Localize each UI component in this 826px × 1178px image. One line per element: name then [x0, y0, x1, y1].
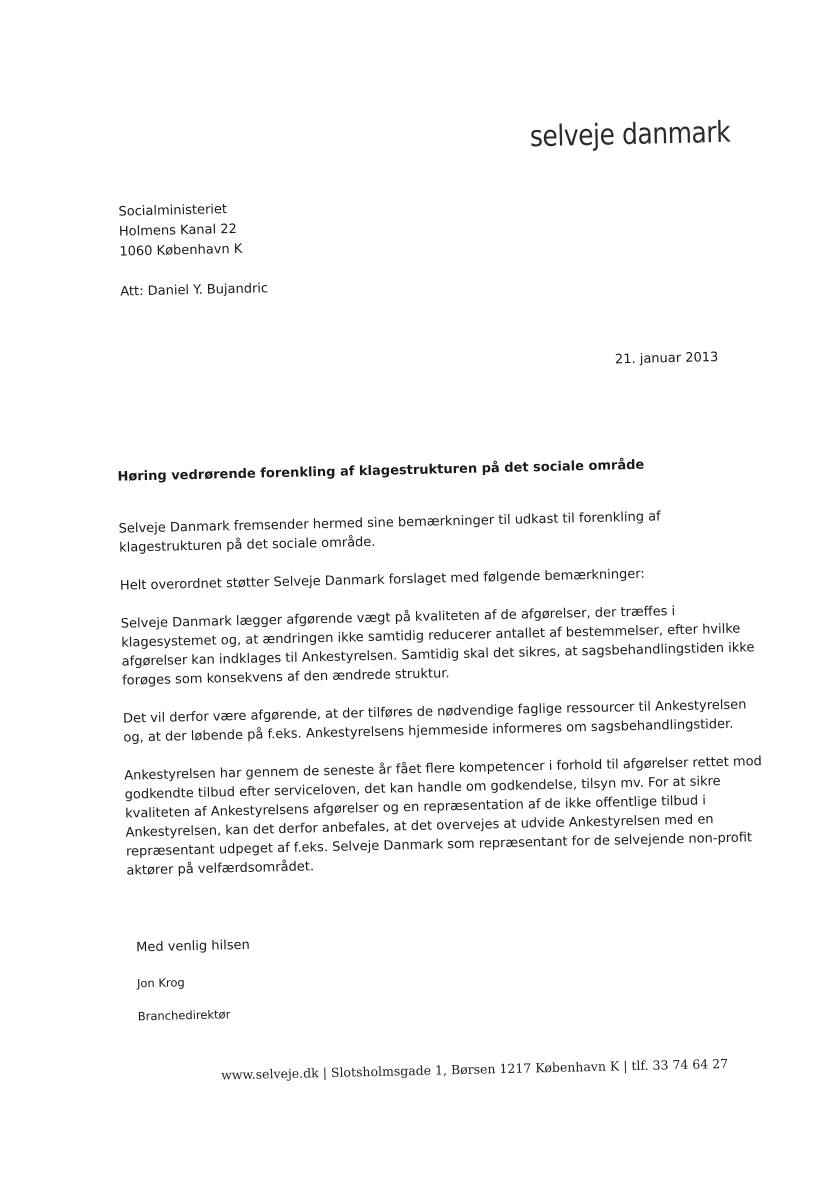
- recipient-line: Socialministeriet: [118, 202, 228, 220]
- signature-title: Branchedirektør: [137, 1007, 231, 1024]
- recipient-line: Holmens Kanal 22: [118, 221, 237, 240]
- letterhead-logo: selveje danmark: [529, 114, 731, 154]
- body-paragraph: Det vil derfor være afgørende, at der tilføres de nødvendige faglige ressourcer til Ankestyrelsen og, at der løbende på f.eks. Ankestyrelsens hjemmeside informeres om sagsbehandlingstider.: [122, 697, 747, 746]
- signature-name: Jon Krog: [136, 975, 185, 991]
- body-paragraph: Selveje Danmark fremsender hermed sine bemærkninger til udkast til forenkling af klagestrukturen på det sociale område.: [118, 509, 661, 556]
- body-paragraph: Helt overordnet støtter Selveje Danmark forslaget med følgende bemærkninger:: [119, 566, 645, 594]
- closing-greeting: Med venlig hilsen: [136, 937, 250, 956]
- body-paragraph: Selveje Danmark lægger afgørende vægt på kvaliteten af de afgørelser, der træffes i klagesystemet og, at ændringen ikke samtidig reducerer antallet af bestemmelser, efter hvilke afgørelser kan indklages til Ankestyrelsen. Samtidig skal det sikres, at sagsbehandlingstiden ikke forøges som konsekvens af den ændrede struktur.: [120, 604, 755, 689]
- body-paragraph: Ankestyrelsen har gennem de seneste år fået flere kompetencer i forhold til afgørelser rettet mod godkendte tilbud efter serviceloven, det kan handle om godkendelse, tilsyn mv. For at sikre kvaliteten af Ankestyrelsens afgørelser og en repræsentation af de ikke offentlige tilbud i Ankestyrelsen, kan det derfor anbefales, at det overvejes at udvide Ankestyrelsen med en repræsentant udpeget af f.eks. Selveje Danmark som repræsentant for de selvejende non-profit aktører på velfærdsområdet.: [124, 754, 762, 879]
- recipient-line: 1060 København K: [119, 241, 243, 260]
- letter-footer: www.selveje.dk | Slotsholmsgade 1, Børsen 1217 København K | tlf. 33 74 64 27: [220, 1055, 729, 1083]
- letter-subject: Høring vedrørende forenkling af klagestrukturen på det sociale område: [117, 457, 645, 485]
- letter-body: [118, 505, 766, 899]
- attention-line: Att: Daniel Y. Bujandric: [120, 281, 269, 300]
- letter-date: 21. januar 2013: [614, 350, 719, 368]
- recipient-address: [118, 200, 242, 263]
